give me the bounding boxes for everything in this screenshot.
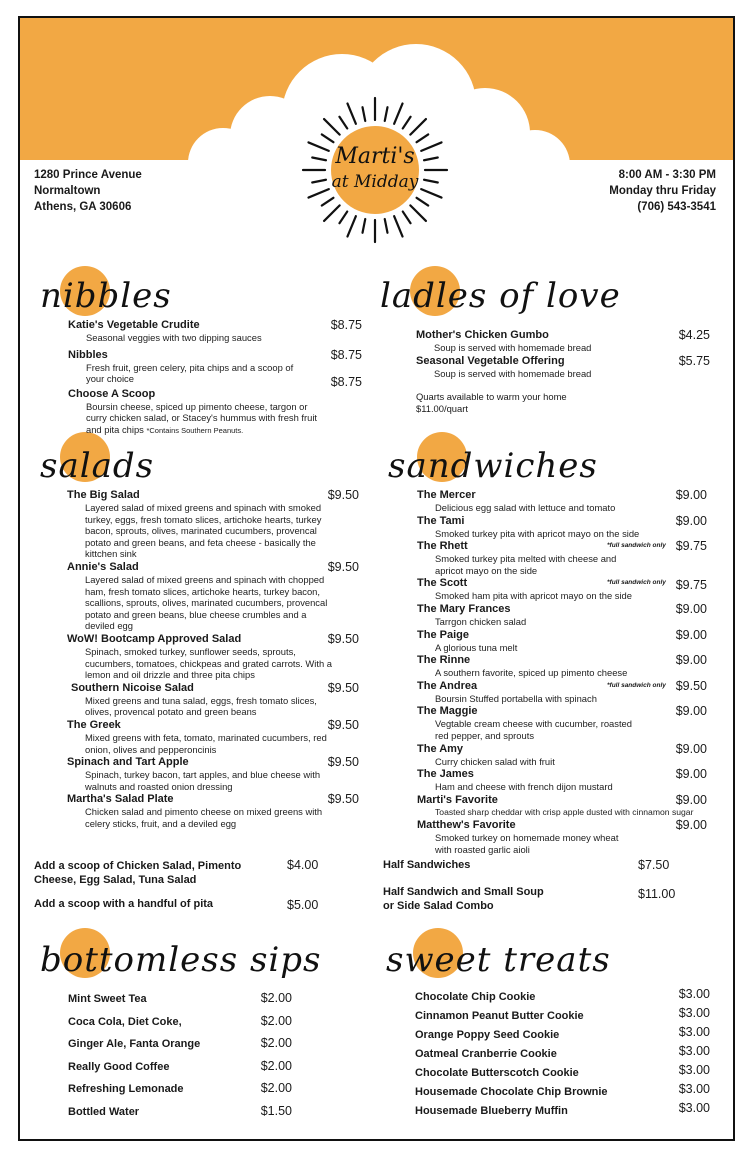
sun-ray [347,103,355,123]
item-desc: A glorious tuna melt [435,641,518,653]
item-price: $9.00 [675,627,707,642]
item-price: $3.00 [678,1063,710,1077]
menu-item [417,488,707,514]
item-price: $9.75 [675,539,707,554]
item-price: $9.50 [327,755,359,770]
treat-item [415,987,710,1009]
sun-ray [417,134,429,142]
item-name: Ginger Ale, Fanta Orange [68,1038,201,1051]
item-desc: Layered salad of mixed greens and spinach with smoked turkey, eggs, fresh tomato slices, artichoke hearts, turkey bacon, sprouts, olives, marinated cucumbers, provencal potato and green beans, and feta cheese - basically the kittchen sink [85,502,322,560]
nibbles-list [68,318,362,437]
address-block [34,167,142,215]
item-name: Annie's Salad [67,560,139,573]
item-name: Housemade Chocolate Chip Brownie [415,1086,608,1098]
item-price: $3.00 [678,1082,710,1096]
item-desc: Layered salad of mixed greens and spinach with chopped ham, fresh tomato slices, artichoke hearts, turkey bacon, scallions, sprouts, olives, marinated cucumbers, provencal potato and green beans, blue cheese crumbles and a deviled egg [85,573,328,632]
menu-item [68,318,362,344]
item-price: $3.00 [678,1044,710,1058]
full-sandwich-note: *full sandwich only [607,681,666,689]
menu-item [416,328,710,354]
sun-ray [363,219,366,233]
half-sandwich-text: Half Sandwiches [383,859,471,871]
sun-ray [312,180,326,183]
item-desc: Smoked turkey pita melted with cheese and apricot mayo on the side [435,553,617,576]
menu-item [416,354,710,380]
item-price: $9.50 [327,488,359,502]
item-name: The Tami [417,514,465,527]
sun-ray [410,205,426,221]
item-price: $5.75 [678,353,710,368]
sips-list [68,992,292,1128]
menu-item [67,632,359,681]
item-name: The Rinne [417,654,471,667]
item-price: $9.00 [675,653,707,668]
item-price: $4.25 [678,328,710,342]
treat-item [415,1044,710,1066]
item-desc: Seasonal veggies with two dipping sauces [86,332,262,343]
item-name: Bottled Water [68,1105,140,1118]
item-price: $9.50 [327,680,359,695]
item-desc: Smoked turkey pita with apricot mayo on the side [435,527,640,539]
item-name: The Amy [417,742,464,755]
item-desc: Soup is served with homemade bread [434,342,592,353]
item-price: $9.50 [327,631,359,646]
hours-block [609,167,716,215]
item-price: $9.00 [675,704,707,719]
sun-ray [347,216,355,236]
item-desc-text: Boursin cheese, spiced up pimento cheese, targon or curry chicken salad, or Stacey's hummus with fresh fruit and pita chips [86,400,318,435]
item-name: The James [417,768,474,781]
sun-ray [421,142,441,150]
item-price: $9.50 [675,678,707,693]
menu-item [417,653,707,679]
item-price: $9.00 [675,741,707,756]
treat-item [415,1025,710,1047]
menu-item [417,628,707,654]
sandwiches-list [417,488,707,856]
item-price: $9.00 [675,488,707,502]
item-price: $9.00 [675,792,707,807]
item-name: Martha's Salad Plate [67,793,174,806]
menu-item [417,679,707,705]
item-name: Seasonal Vegetable Offering [416,354,565,367]
item-price: $8.75 [330,374,362,389]
item-name: The Maggie [417,705,478,718]
item-desc: Soup is served with homemade bread [434,367,592,379]
item-desc: Fresh fruit, green celery, pita chips and a scoop of your choice [86,361,294,385]
add-scoop-text: Add a scoop of Chicken Salad, Pimento Cheese, Egg Salad, Tuna Salad [34,860,242,886]
menu-item [417,793,707,819]
item-desc: Spinach, turkey bacon, tart apples, and blue cheese with walnuts and roasted onion dressing [85,769,321,792]
item-name: Nibbles [68,348,108,361]
item-name: The Paige [417,628,469,641]
full-sandwich-note: *full sandwich only [607,542,666,550]
sandwiches-title: sandwiches [388,446,598,486]
hours-line: 8:00 AM - 3:30 PM [618,169,716,181]
sun-ray [324,205,340,221]
item-price: $3.00 [678,987,710,1001]
sun-ray [410,119,426,135]
sun-ray [312,158,326,161]
item-name: The Greek [67,718,121,731]
item-desc [68,401,328,437]
item-price: $9.75 [675,578,707,593]
item-name: Spinach and Tart Apple [67,756,189,769]
item-price: $2.00 [260,1058,292,1073]
item-price: $9.00 [675,767,707,782]
treat-item [415,1101,710,1123]
item-name: Refreshing Lemonade [68,1083,184,1096]
item-name: Choose A Scoop [68,387,156,400]
item-price: $9.50 [327,559,359,574]
menu-item [417,818,707,855]
item-name: The Mary Frances [417,602,511,615]
hours-line: Monday thru Friday [609,185,716,197]
item-desc: Tarrgon chicken salad [435,615,527,627]
treat-item [415,1082,710,1104]
salads-list [67,488,359,829]
item-price: $1.50 [260,1103,292,1118]
address-line: Athens, GA 30606 [34,201,132,213]
item-name: Matthew's Favorite [417,819,516,832]
item-desc: Vegtable cream cheese with cucumber, roasted red pepper, and sprouts [435,718,632,741]
sun-ray [339,212,347,224]
logo-line2: at Midday [331,172,419,192]
menu-item [67,755,359,792]
address-line: 1280 Prince Avenue [34,169,142,181]
drink-item [68,1037,292,1060]
salads-title: salads [40,446,155,486]
sun-ray [339,117,347,129]
item-name: Chocolate Chip Cookie [415,991,536,1003]
item-name: The Andrea [417,679,478,692]
item-desc: Mixed greens and tuna salad, eggs, fresh tomato slices, olives, provencal potato and green beans [85,694,317,718]
ladles-title: ladles of love [380,276,621,316]
item-desc: Chicken salad and pimento cheese on mixed greens with celery sticks, fruit, and a deviled egg [85,806,323,829]
menu-item [67,792,359,829]
item-name: Chocolate Butterscotch Cookie [415,1067,579,1079]
add-pita-price: $5.00 [287,898,319,912]
item-name: The Mercer [417,489,476,501]
treat-item [415,1063,710,1085]
sun-logo [300,95,450,245]
sun-ray [421,189,441,197]
sun-ray [308,142,328,150]
item-price: $3.00 [678,1101,710,1115]
treat-item [415,1006,710,1028]
menu-item [417,514,707,540]
menu-item [417,742,707,768]
item-price: $8.75 [330,318,362,332]
nibbles-title: nibbles [40,276,172,316]
menu-item [417,539,707,576]
quarts-price: $11.00/quart [416,402,468,414]
treats-title: sweet treats [386,940,611,980]
item-name: The Rhett [417,540,468,553]
menu-item [67,681,359,718]
item-price: $9.00 [675,818,707,833]
logo-line1: Marti's [335,144,415,169]
full-sandwich-note: *full sandwich only [607,579,666,587]
item-desc: Smoked ham pita with apricot mayo on the side [435,590,632,602]
item-price: $8.75 [330,347,362,362]
item-desc: Spinach, smoked turkey, sunflower seeds, sprouts, cucumbers, tomatoes, chickpeas and grated carrots. With a lemon and oil drizzle and three pita chips [85,645,332,681]
item-desc: Curry chicken salad with fruit [435,755,555,767]
item-price: $2.00 [260,1081,292,1096]
item-price: $9.00 [675,601,707,616]
item-price: $3.00 [678,1025,710,1039]
item-name: Cinnamon Peanut Butter Cookie [415,1010,584,1022]
sun-ray [424,180,438,183]
item-name: Marti's Favorite [417,793,498,806]
item-desc: Ham and cheese with french dijon mustard [435,781,613,793]
item-name: WoW! Bootcamp Approved Salad [67,632,242,645]
item-name: Really Good Coffee [68,1060,170,1073]
item-name: Mother's Chicken Gumbo [416,329,549,341]
item-price: $2.00 [260,1036,292,1051]
quarts-text: Quarts available to warm your home [416,391,567,403]
menu-item [417,576,707,602]
quarts-note [416,391,710,414]
sun-ray [385,219,388,233]
sun-ray [394,103,402,123]
item-name: Mint Sweet Tea [68,993,147,1005]
item-name: Southern Nicoise Salad [71,681,194,694]
half-sandwich-price: $7.50 [638,858,670,872]
item-desc: A southern favorite, spiced up pimento cheese [435,667,628,679]
sun-ray [403,117,411,129]
address-line: Normaltown [34,185,101,197]
item-desc: Toasted sharp cheddar with crisp apple dusted with cinnamon sugar [435,806,694,817]
sun-ray [363,107,366,121]
menu-item [67,560,359,632]
item-desc: Delicious egg salad with lettuce and tomato [435,502,616,513]
item-price: $2.00 [260,1013,292,1028]
sun-ray [417,198,429,206]
drink-item [68,1082,292,1105]
add-pita-text: Add a scoop with a handful of pita [34,898,214,910]
item-price: $9.50 [327,717,359,732]
phone-line: (706) 543-3541 [637,201,716,213]
item-desc: Smoked turkey on homemade money wheat with roasted garlic aioli [435,832,619,855]
sun-ray [385,107,388,121]
combo-text: Half Sandwich and Small Soup or Side Salad Combo [383,886,544,912]
menu-item [417,767,707,793]
item-price: $2.00 [260,991,292,1005]
menu-item [68,348,362,385]
sun-ray [322,134,334,142]
drink-item [68,1105,292,1128]
item-price: $9.00 [675,513,707,528]
sun-ray [394,216,402,236]
item-name: The Big Salad [67,489,140,501]
menu-item [417,704,707,741]
ladles-list [416,328,710,414]
item-desc: Boursin Stuffed portabella with spinach [435,692,597,704]
drink-item [68,992,292,1015]
sips-title: bottomless sips [40,940,322,980]
sun-ray [424,158,438,161]
item-name: Housemade Blueberry Muffin [415,1105,568,1117]
menu-item [67,718,359,755]
sun-ray [308,189,328,197]
item-name: Katie's Vegetable Crudite [68,319,200,331]
item-name: Oatmeal Cranberrie Cookie [415,1048,557,1060]
menu-item [68,374,362,437]
drink-item [68,1060,292,1083]
menu-item [67,488,359,560]
item-price: $9.50 [327,792,359,807]
item-name: Orange Poppy Seed Cookie [415,1029,560,1041]
item-desc: Mixed greens with feta, tomato, marinated cucumbers, red onion, olives and pepperoncinis [85,731,327,755]
sun-ray [322,198,334,206]
item-name: The Scott [417,577,468,590]
peanut-note: *Contains Southern Peanuts. [146,425,244,435]
menu-item [417,602,707,628]
sun-ray [324,119,340,135]
sun-ray [403,212,411,224]
combo-price: $11.00 [638,887,676,901]
drink-item [68,1015,292,1038]
add-scoop-price: $4.00 [287,858,319,872]
item-name: Coca Cola, Diet Coke, [68,1015,182,1028]
item-price: $3.00 [678,1006,710,1020]
treats-list [415,987,710,1123]
